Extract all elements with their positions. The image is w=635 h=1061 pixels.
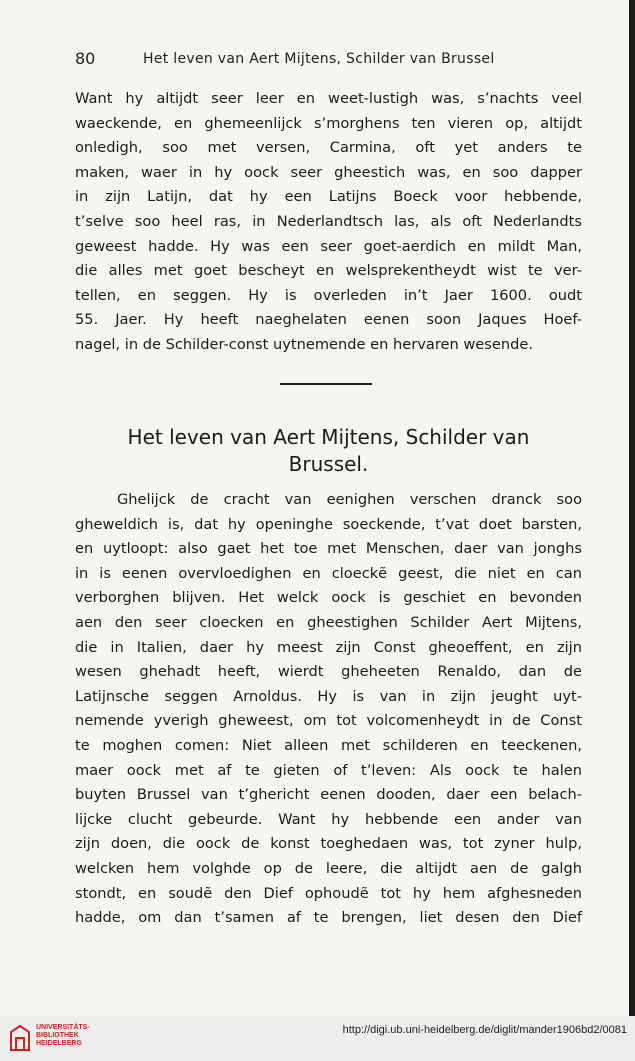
- library-logo-icon: [8, 1024, 32, 1052]
- text-line: welcken hem volghde op de leere, die altijdt aen de galgh: [75, 859, 582, 877]
- library-line: UNIVERSITÄTS-: [36, 1024, 90, 1031]
- paragraph-1: [75, 87, 582, 358]
- text-line: in zijn Latijn, dat hy een Latijns Boeck voor hebbende,: [75, 188, 582, 206]
- text-line: aen den seer cloecken en gheestighen Schilder Aert Mijtens,: [75, 613, 582, 631]
- text-line: waeckende, en ghemeenlijck s’morghens ten vieren op, altijdt: [75, 114, 582, 132]
- text-line: in is eenen overvloedighen en cloeckẽ geest, die niet en can: [75, 564, 582, 582]
- page-edge: [629, 0, 635, 1016]
- text-line: t’selve soo heel ras, in Nederlandtsch las, als oft Nederlandts: [75, 212, 582, 230]
- text-line: zijn doen, die oock de konst toeghedaen was, tot zyner hulp,: [75, 835, 582, 853]
- text-line: nemende yverigh gheweest, om tot volcomenheydt in de Const: [75, 712, 582, 730]
- text-line: Ghelijck de cracht van eenighen verschen dranck soo: [117, 491, 582, 508]
- page-number: 80: [75, 49, 96, 68]
- text-line: die alles met goet bescheyt en welsprekentheydt wist te ver-: [75, 262, 582, 280]
- text-line: Latijnsche seggen Arnoldus. Hy is van in zijn jeught uyt-: [75, 687, 582, 705]
- text-line: onledigh, soo met versen, Carmina, oft yet anders te: [75, 139, 582, 157]
- section-divider: [280, 383, 372, 385]
- text-line: lijcke clucht gebeurde. Want hy hebbende een ander van: [75, 810, 582, 828]
- text-line: nagel, in de Schilder-const uytnemende en hervaren wesende.: [75, 335, 533, 353]
- running-title: Het leven van Aert Mijtens, Schilder van Brussel: [143, 51, 495, 67]
- text-line: Want hy altijdt seer leer en weet-lustigh was, s’nachts veel: [75, 90, 582, 107]
- text-line: maken, waer in hy oock seer gheestich was, en soo dapper: [75, 163, 582, 181]
- library-line: HEIDELBERG: [36, 1040, 82, 1047]
- text-line: geweest hadde. Hy was een seer goet-aerdich en mildt Man,: [75, 237, 582, 255]
- chapter-title: [75, 424, 582, 478]
- text-line: tellen, en seggen. Hy is overleden in’t Jaer 1600. oudt: [75, 286, 582, 304]
- chapter-title-line: Brussel.: [288, 452, 369, 476]
- text-line: wesen ghehadt heeft, wierdt gheheeten Renaldo, dan de: [75, 663, 582, 681]
- paragraph-2: [75, 488, 582, 931]
- text-line: en uytloopt: also gaet het toe met Menschen, daer van jonghs: [75, 540, 582, 558]
- text-line: hadde, om dan t’samen af te brengen, liet desen den Dief: [75, 909, 582, 927]
- library-name: [36, 1024, 90, 1048]
- text-line: die in Italien, daer hy meest zijn Const gheoeffent, en zijn: [75, 638, 582, 656]
- text-line: gheweldich is, dat hy openinghe soeckende, t’vat doet barsten,: [75, 515, 582, 533]
- text-line: 55. Jaer. Hy heeft naeghelaten eenen soon Jaques Hoef-: [75, 311, 582, 329]
- viewer-footer: [0, 1016, 635, 1061]
- text-line: maer oock met af te gieten of t’leven: Als oock te halen: [75, 761, 582, 779]
- page-header: [75, 49, 585, 71]
- library-line: BIBLIOTHEK: [36, 1032, 79, 1039]
- permalink-url[interactable]: http://digi.ub.uni-heidelberg.de/diglit/mander1906bd2/0081: [342, 1024, 627, 1036]
- text-line: verborghen blijven. Het welck oock is geschiet en bevonden: [75, 589, 582, 607]
- text-line: buyten Brussel van t’ghericht eenen dooden, daer een belach-: [75, 786, 582, 804]
- chapter-title-line: Het leven van Aert Mijtens, Schilder van: [127, 425, 530, 449]
- text-line: stondt, en soudẽ den Dief ophoudẽ tot hy hem afghesneden: [75, 884, 582, 902]
- text-line: te moghen comen: Niet alleen met schilderen en teeckenen,: [75, 736, 582, 754]
